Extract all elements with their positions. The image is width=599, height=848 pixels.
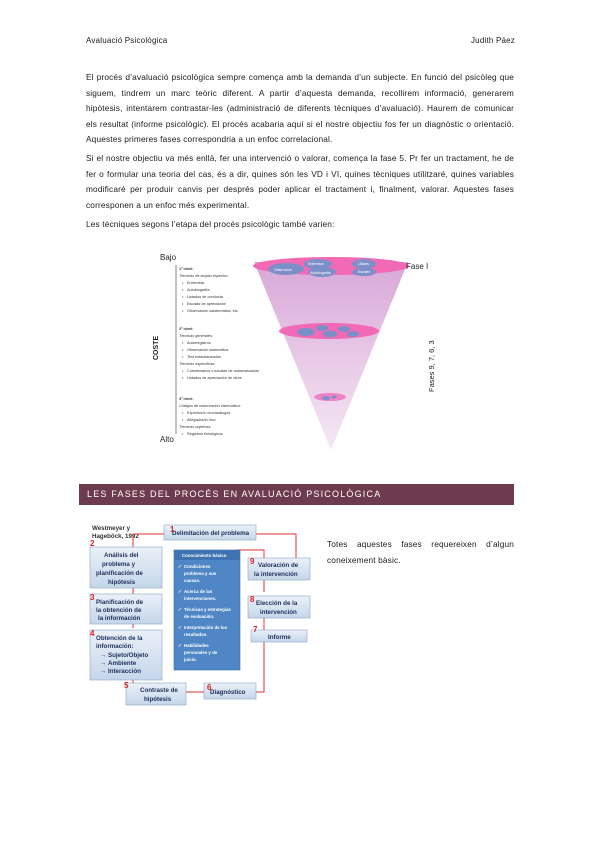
funnel-svg [146, 252, 446, 460]
level-1-title: 1º nivel: [179, 267, 194, 271]
funnel-figure [146, 252, 446, 460]
center-item-1-line-3: causas. [184, 578, 201, 583]
bottom-blob-2 [331, 396, 337, 399]
center-item-marker: ✓ [178, 643, 182, 648]
level-3-title: 3º nivel: [179, 397, 194, 401]
box-4-arrow: → [100, 660, 107, 667]
side-text: Totes aquestes fases requereixen d’algun coneixement bàsic. [327, 539, 514, 565]
step-number-5: 5 [124, 681, 129, 690]
level-2-bullet: • [182, 341, 184, 345]
level-3-item: Registros fisiológicos [187, 432, 223, 436]
box-6-label: Diagnóstico [210, 689, 246, 696]
middle-blob-1 [297, 328, 315, 336]
box-5-line-2: hipótesis [144, 696, 172, 703]
center-item-2-line-1: Acerca de las [184, 589, 213, 594]
step-number-9: 9 [250, 557, 255, 566]
level-2-title: 2º nivel: [179, 327, 194, 331]
ellipse-label-2: Autobiografia [310, 271, 331, 275]
level-2-bullet: • [182, 376, 184, 380]
level-3-subtitle-2: Técnicas objetivas: [179, 425, 212, 429]
middle-blob-2 [316, 325, 328, 331]
center-item-5-line-3: juicio. [184, 657, 197, 662]
level-1-subtitle: Técnicas de amplio espectro: [179, 274, 229, 278]
ellipse-label-1: Entrevista [308, 262, 324, 266]
level-3-item: Expertos/in vivo/análogos [187, 411, 231, 415]
center-item-5-line-1: Habilidades [184, 643, 209, 648]
box-4-line-4: Ambiente [108, 660, 137, 667]
box-8-line-1: Elección de la [256, 600, 298, 607]
ellipse-label-0: Observació [274, 268, 292, 272]
section-heading-bar [79, 484, 514, 505]
cost-axis-label: COSTE [153, 335, 160, 360]
box-4-line-3: Sujeto/Objeto [108, 652, 149, 659]
center-item-1-line-2: problema y sus [184, 571, 217, 576]
funnel-shape [254, 262, 408, 450]
middle-blob-3 [323, 331, 337, 338]
level-1-bullet: • [182, 302, 184, 306]
box-4-line-5: Interacción [108, 668, 142, 675]
level-3-bullet: • [182, 411, 184, 415]
step-number-2: 2 [90, 539, 95, 548]
box-4-line-1: Obtención de la [96, 635, 143, 642]
step-number-8: 8 [250, 595, 255, 604]
level-2-subtitle: Técnicas generales: [179, 334, 213, 338]
phase-side-label: Fases 9, 7, 6, 3 [427, 340, 436, 392]
level-3-bullet: • [182, 418, 184, 422]
level-1-bullet: • [182, 288, 184, 292]
center-head: Conocimiento básico [182, 553, 227, 558]
box-7-label: Informe [268, 634, 291, 641]
connector-6 [256, 640, 264, 692]
center-item-marker: ✓ [178, 607, 182, 612]
process-diagram [86, 520, 318, 712]
center-item-3-line-2: de evaluación. [184, 614, 215, 619]
diagram-author-line2: Hageböck, 1992 [92, 533, 139, 540]
paragraph-2: Si el nostre objectiu va més enllà, fer una intervenció o valorar, comença la fase 5. Pr fer un tractament, he de fer o formular una teoria del cas, és a dir, quines són les VD i VI, quines tècniques utilitzaré, quines variables modificaré per produir canvis per després poder aplicar el tractament i, finalment, valorar. Aquestes fases corresponen a un enfoc més experimental. [86, 153, 514, 210]
center-item-5-line-2: personales y de [184, 650, 218, 655]
box-1-label: Delimitación del problema [172, 530, 250, 537]
box-9-line-1: Valoración de [258, 562, 299, 569]
box-5-line-1: Contraste de [140, 687, 178, 694]
level-2-subtitle-2: Técnicas específicas: [179, 362, 216, 366]
step-number-6: 6 [207, 683, 212, 692]
box-3-line-1: Planificación de [96, 599, 144, 606]
header-left: Avaluació Psicològica [86, 36, 168, 45]
box-3-line-2: la obtención de [96, 607, 142, 614]
step-number-7: 7 [253, 625, 258, 634]
step-number-4: 4 [90, 629, 95, 638]
level-2-item: Observación sistemática [187, 348, 229, 352]
box-4-arrow: → [100, 652, 107, 659]
level-2-item: Cuestionarios o escalas de autoevaluación [187, 369, 260, 373]
bottom-blob-1 [322, 396, 330, 400]
paragraph-3: Les tècniques segons l’etapa del procés psicològic també varien: [86, 219, 335, 229]
funnel-bottom-label: Alto [160, 435, 174, 444]
phase-top-label: Fase I [406, 262, 429, 271]
center-item-3-line-1: Técnicas y estrategias [184, 607, 231, 612]
level-2-item: Listados de apreciación de otros [187, 376, 242, 380]
paragraph-1: El procés d’avaluació psicològica sempre comença amb la demanda d’un subjecte. En funció del psicòleg que siguem, tindrem un marc teòric diferent. A partir d’aquesta demanda, recollirem informació, generarem hipòtesis, intentarem contrastar-les (administració de diferents tècniques d’avaluació). Haurem de comunicar els resultat (informe psicològic). El procés acabaria aquí si el nostre objectiu fos fer un diagnòstic o orientació. Aquestes primeres fases correspondria a un enfoc correlacional. [86, 72, 514, 144]
box-3-line-3: la información [98, 615, 141, 622]
level-2-item: Autorregistros [187, 341, 211, 345]
level-1-item: Escalas de apreciación [187, 302, 227, 306]
level-3-list [179, 397, 241, 436]
box-2-line-2: problema y [102, 561, 136, 568]
center-item-4-line-1: Interpretación de los [184, 625, 228, 630]
box-2-line-4: hipótesis [108, 579, 136, 586]
level-2-bullet: • [182, 355, 184, 359]
step-number-3: 3 [90, 593, 95, 602]
level-1-item: Entrevista [187, 281, 204, 285]
box-8-line-2: intervención [260, 609, 297, 616]
level-1-bullet: • [182, 281, 184, 285]
middle-blob-4 [338, 326, 350, 332]
box-2-line-3: planificación de [96, 570, 143, 577]
ellipse-label-4: Escales [358, 270, 371, 274]
level-3-item: Allegados/in vivo [187, 418, 216, 422]
level-1-item: Autobiografía [187, 288, 210, 292]
level-3-bullet: • [182, 432, 184, 436]
box-4-line-2: información: [96, 643, 134, 650]
box-9-line-2: la intervención [254, 571, 298, 578]
connector-top [256, 534, 296, 560]
level-1-list [179, 267, 239, 313]
level-2-bullet: • [182, 369, 184, 373]
middle-blob-5 [347, 331, 359, 337]
level-2-list [179, 327, 259, 380]
level-1-item: Observación asistemática, etc. [187, 309, 239, 313]
center-item-marker: ✓ [178, 589, 182, 594]
process-diagram-svg [86, 520, 318, 712]
level-1-bullet: • [182, 309, 184, 313]
funnel-top-label: Bajo [160, 253, 177, 262]
level-2-item: Test estandarizados [187, 355, 221, 359]
box-4-arrow: → [100, 668, 107, 675]
center-item-2-line-2: intervenciones. [184, 596, 217, 601]
diagram-author-line1: Westmeyer y [92, 525, 131, 532]
center-item-marker: ✓ [178, 564, 182, 569]
section-heading: LES FASES DEL PROCÉS EN AVALUACIÓ PSICOLÒGICA [87, 489, 382, 499]
center-item-1-line-1: Condiciones [184, 564, 211, 569]
header-right: Judith Páez [470, 36, 515, 45]
level-1-item: Listados de conducta [187, 295, 223, 299]
box-2-line-1: Análisis del [104, 552, 139, 559]
center-item-marker: ✓ [178, 625, 182, 630]
bottom-ellipse [314, 393, 346, 401]
ellipse-label-3: Llistats [358, 262, 369, 266]
center-item-4-line-2: resultados. [184, 632, 208, 637]
step-number-1: 1 [170, 525, 175, 534]
level-1-bullet: • [182, 295, 184, 299]
level-2-bullet: • [182, 348, 184, 352]
level-3-subtitle: Códigos de observación sistemática: [179, 404, 241, 408]
